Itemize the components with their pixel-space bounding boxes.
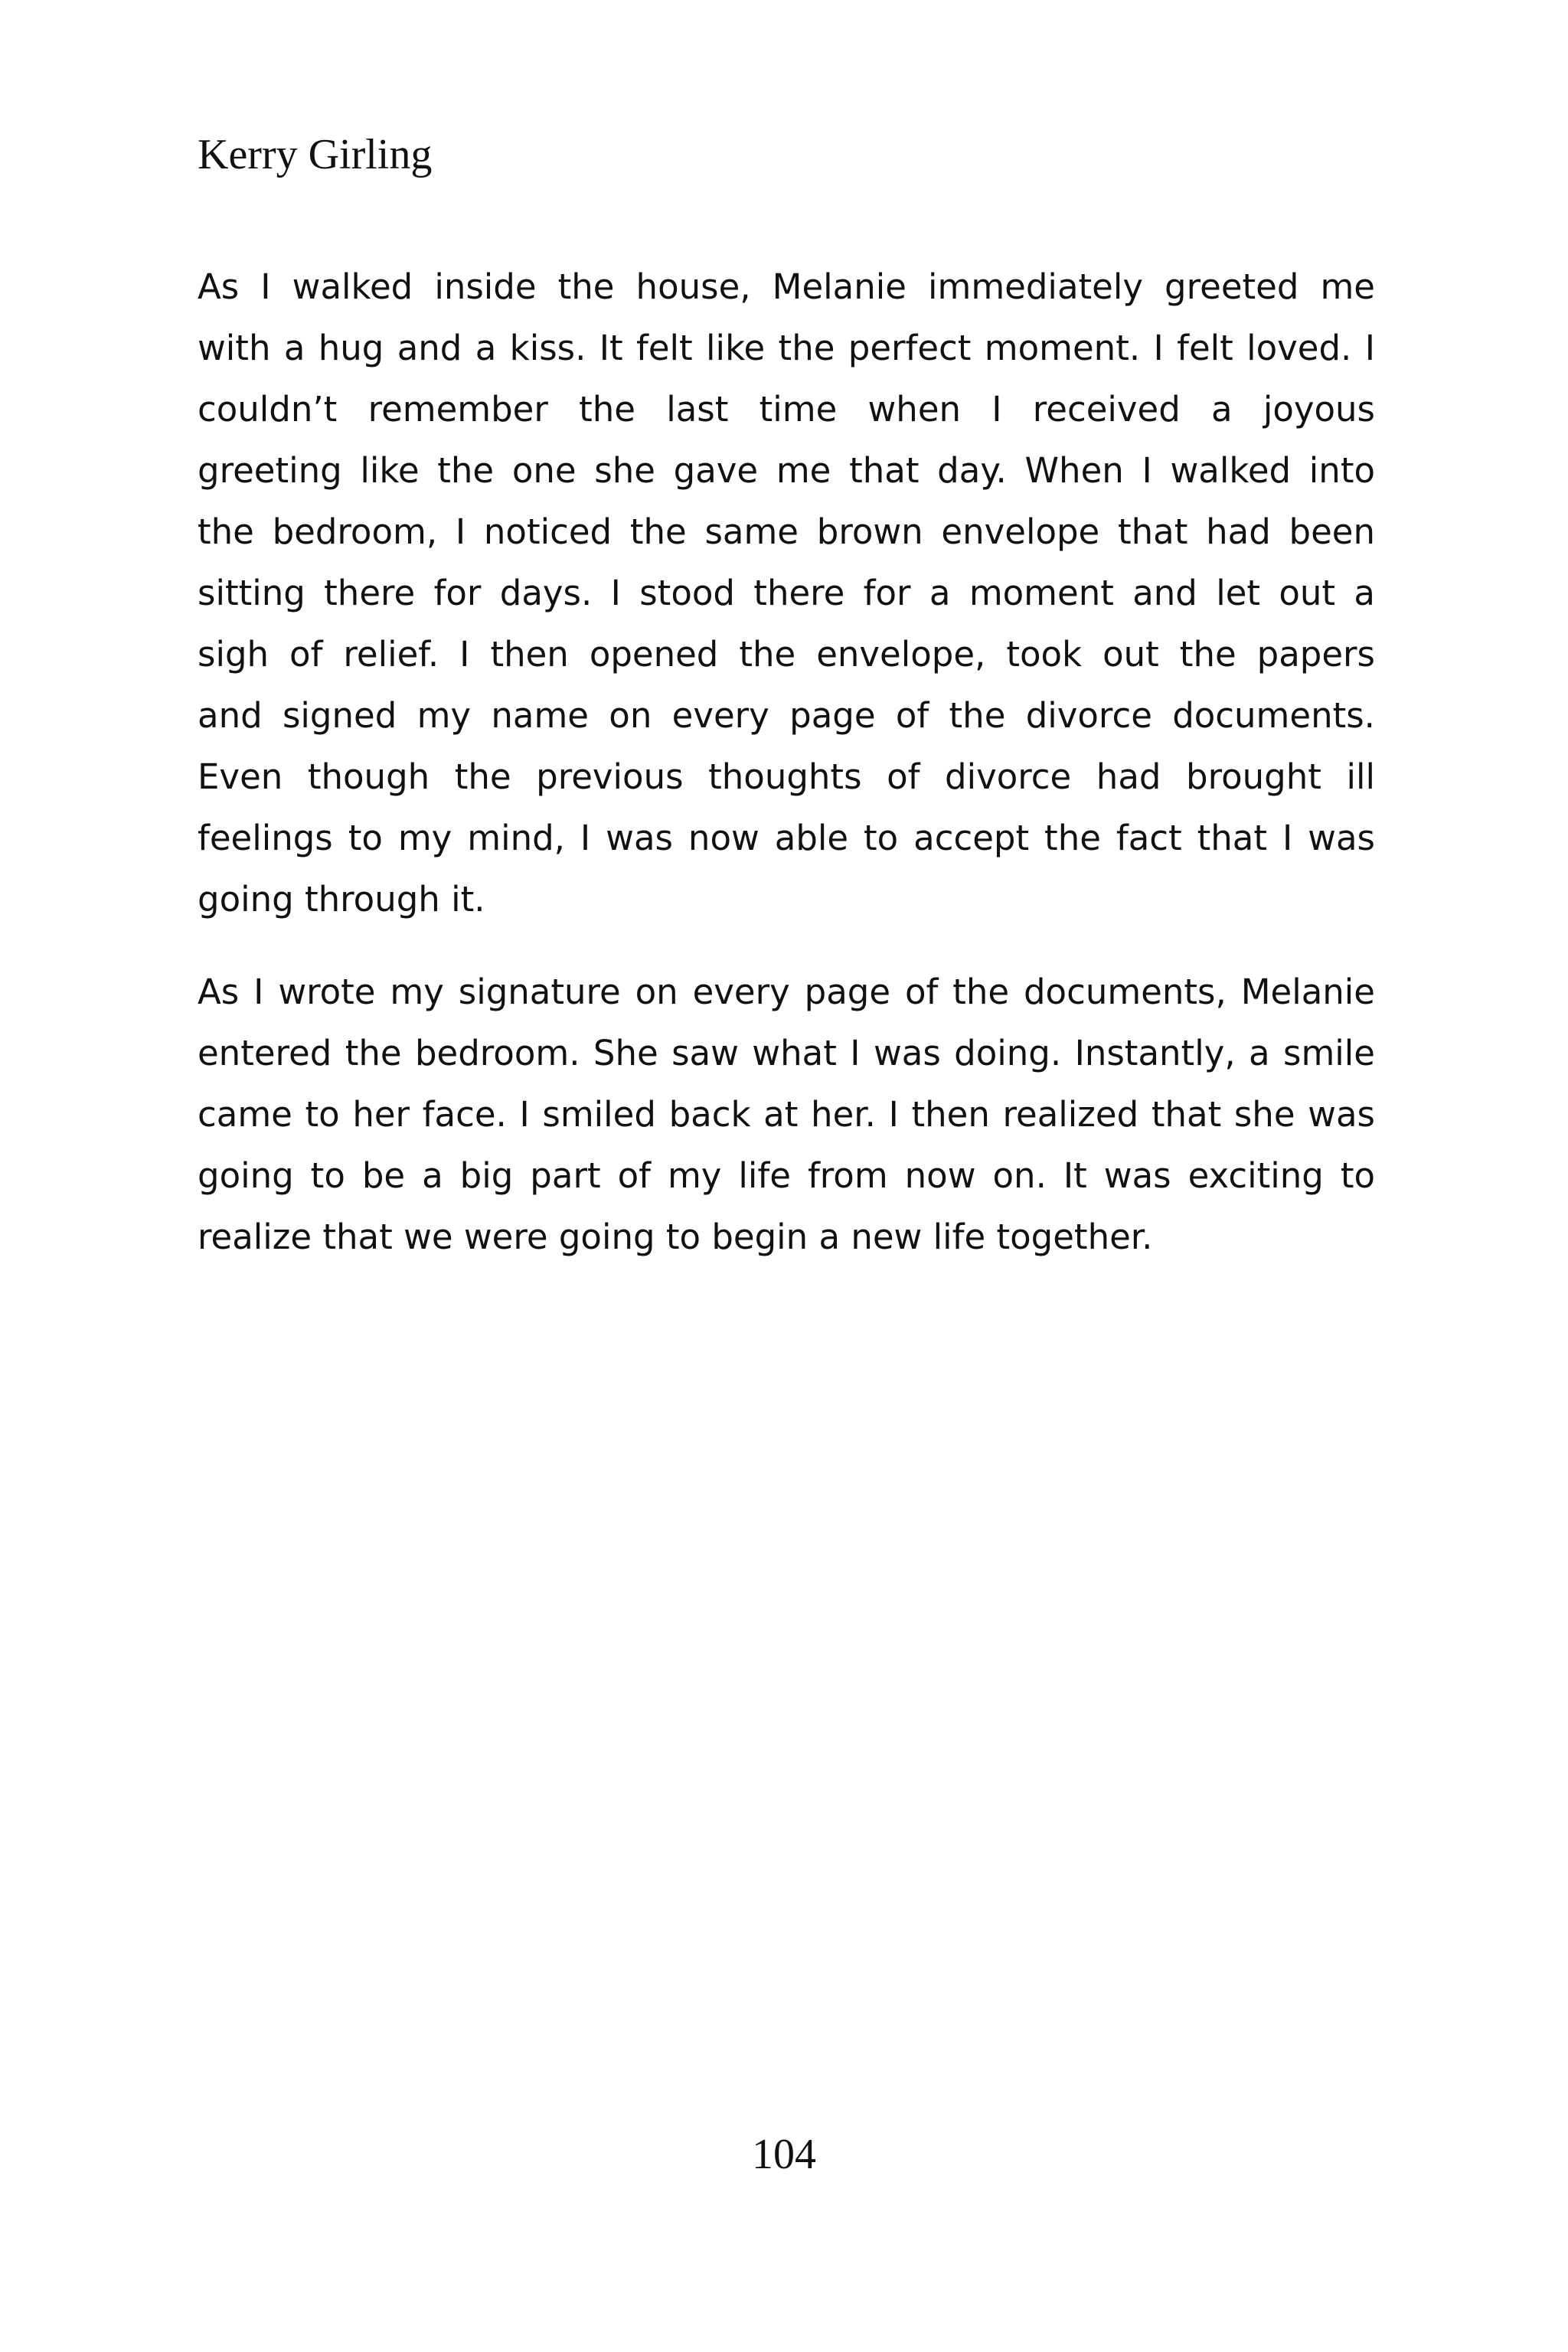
text-line: entered the bedroom. She saw what I was doing. Instantly, a smile xyxy=(198,1033,1375,1073)
text-line: couldn’t remember the last time when I received a joyous xyxy=(198,389,1375,430)
text-line: greeting like the one she gave me that day. When I walked into xyxy=(198,450,1375,491)
text-line: going to be a big part of my life from now on. It was exciting to xyxy=(198,1155,1375,1196)
text-line: with a hug and a kiss. It felt like the perfect moment. I felt loved. I xyxy=(198,328,1375,368)
page-number: 104 xyxy=(752,2131,816,2178)
text-line: sitting there for days. I stood there for a moment and let out a xyxy=(198,573,1375,613)
running-header-author: Kerry Girling xyxy=(198,131,433,178)
text-line: As I walked inside the house, Melanie immediately greeted me xyxy=(198,266,1375,307)
text-line: and signed my name on every page of the divorce documents. xyxy=(198,695,1375,736)
text-line: sigh of relief. I then opened the envelope, took out the papers xyxy=(198,634,1375,675)
paragraph-2 xyxy=(198,962,1375,1268)
text-line: going through it. xyxy=(198,879,485,920)
text-line: the bedroom, I noticed the same brown envelope that had been xyxy=(198,511,1375,552)
text-line: realize that we were going to begin a new life together. xyxy=(198,1217,1153,1257)
text-line: feelings to my mind, I was now able to accept the fact that I was xyxy=(198,818,1375,858)
text-line: came to her face. I smiled back at her. I then realized that she was xyxy=(198,1094,1375,1135)
body-text xyxy=(198,256,1375,1299)
text-line: As I wrote my signature on every page of the documents, Melanie xyxy=(198,972,1375,1012)
text-line: Even though the previous thoughts of divorce had brought ill xyxy=(198,756,1375,797)
paragraph-1 xyxy=(198,256,1375,930)
